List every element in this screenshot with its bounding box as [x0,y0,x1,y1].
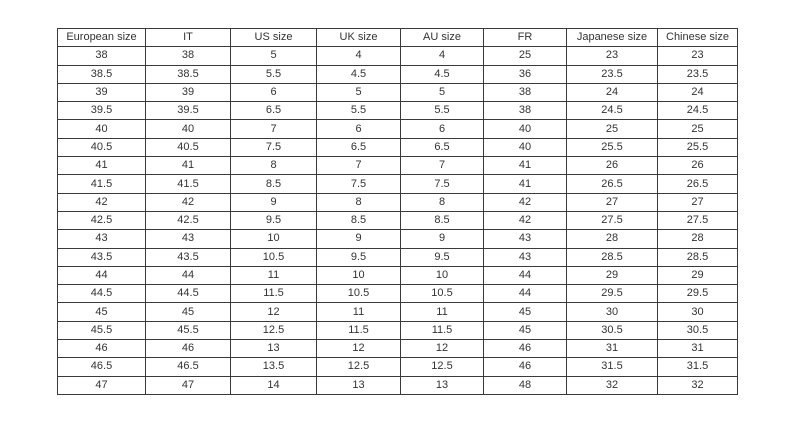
table-cell: 12.5 [317,358,401,376]
table-cell: 40 [484,138,567,156]
table-cell: 27.5 [567,211,658,229]
table-cell: 5 [231,47,317,65]
table-row [58,321,738,339]
table-cell: 40 [484,120,567,138]
table-cell: 12 [231,303,317,321]
table-cell: 5 [317,83,401,101]
table-cell: 42 [484,193,567,211]
table-cell: 5.5 [401,102,484,120]
table-cell: 6.5 [317,138,401,156]
table-cell: 41 [484,175,567,193]
table-cell: 38 [146,47,231,65]
table-cell: 6 [231,83,317,101]
table-row [58,120,738,138]
table-cell: 41 [484,157,567,175]
table-cell: 25.5 [567,138,658,156]
table-cell: 23 [567,47,658,65]
size-conversion-table [57,28,738,395]
table-cell: 43 [146,230,231,248]
table-cell: 40.5 [146,138,231,156]
column-header: IT [146,29,231,47]
table-cell: 46.5 [146,358,231,376]
table-cell: 42.5 [146,211,231,229]
table-cell: 4.5 [317,65,401,83]
column-header: FR [484,29,567,47]
table-cell: 27 [658,193,738,211]
table-cell: 13.5 [231,358,317,376]
table-cell: 10 [401,266,484,284]
column-header: Japanese size [567,29,658,47]
table-cell: 25 [658,120,738,138]
column-header: US size [231,29,317,47]
table-row [58,285,738,303]
table-row [58,248,738,266]
table-cell: 9 [317,230,401,248]
table-cell: 11 [401,303,484,321]
table-row [58,230,738,248]
table-cell: 44 [484,285,567,303]
table-cell: 44.5 [146,285,231,303]
table-cell: 10 [317,266,401,284]
table-cell: 10.5 [401,285,484,303]
table-cell: 46 [484,340,567,358]
table-cell: 41.5 [146,175,231,193]
table-cell: 31.5 [658,358,738,376]
table-cell: 10.5 [317,285,401,303]
table-cell: 7.5 [401,175,484,193]
table-cell: 6 [401,120,484,138]
table-cell: 8.5 [401,211,484,229]
table-cell: 11.5 [317,321,401,339]
table-cell: 41.5 [58,175,146,193]
table-cell: 41 [146,157,231,175]
table-cell: 29 [658,266,738,284]
table-cell: 11.5 [401,321,484,339]
table-cell: 6.5 [401,138,484,156]
table-cell: 46 [146,340,231,358]
table-cell: 25 [567,120,658,138]
table-cell: 24 [567,83,658,101]
table-cell: 28.5 [567,248,658,266]
table-cell: 46 [58,340,146,358]
table-cell: 45 [58,303,146,321]
table-cell: 11.5 [231,285,317,303]
table-cell: 8.5 [231,175,317,193]
table-cell: 44.5 [58,285,146,303]
header-row [58,29,738,47]
table-cell: 9 [231,193,317,211]
table-cell: 7.5 [231,138,317,156]
table-cell: 39 [146,83,231,101]
table-cell: 10 [231,230,317,248]
table-cell: 24.5 [658,102,738,120]
table-cell: 38.5 [146,65,231,83]
table-cell: 29.5 [658,285,738,303]
table-cell: 36 [484,65,567,83]
table-cell: 43 [484,248,567,266]
column-header: UK size [317,29,401,47]
table-cell: 32 [567,376,658,394]
table-row [58,65,738,83]
table-cell: 14 [231,376,317,394]
table-cell: 45 [484,303,567,321]
table-cell: 38 [58,47,146,65]
table-cell: 7 [401,157,484,175]
table-cell: 12.5 [401,358,484,376]
table-cell: 13 [231,340,317,358]
table-cell: 43 [484,230,567,248]
table-cell: 30.5 [567,321,658,339]
table-cell: 24.5 [567,102,658,120]
table-cell: 26.5 [567,175,658,193]
table-row [58,340,738,358]
table-cell: 6 [317,120,401,138]
table-cell: 43.5 [58,248,146,266]
table-cell: 12.5 [231,321,317,339]
table-cell: 8 [317,193,401,211]
table-cell: 25.5 [658,138,738,156]
table-cell: 29 [567,266,658,284]
table-cell: 47 [58,376,146,394]
table-row [58,102,738,120]
table-cell: 27.5 [658,211,738,229]
table-cell: 38 [484,83,567,101]
table-cell: 28.5 [658,248,738,266]
table-cell: 42.5 [58,211,146,229]
table-cell: 25 [484,47,567,65]
table-cell: 45 [146,303,231,321]
table-cell: 39.5 [146,102,231,120]
table-cell: 46 [484,358,567,376]
table-cell: 12 [317,340,401,358]
table-cell: 43.5 [146,248,231,266]
table-cell: 40 [58,120,146,138]
table-cell: 4.5 [401,65,484,83]
table-cell: 4 [401,47,484,65]
table-cell: 9.5 [401,248,484,266]
table-cell: 31 [567,340,658,358]
table-cell: 40 [146,120,231,138]
table-cell: 46.5 [58,358,146,376]
table-row [58,138,738,156]
table-cell: 28 [658,230,738,248]
table-cell: 10.5 [231,248,317,266]
table-cell: 44 [58,266,146,284]
table-cell: 42 [484,211,567,229]
table-cell: 11 [317,303,401,321]
table-row [58,175,738,193]
table-cell: 5 [401,83,484,101]
table-cell: 38 [484,102,567,120]
table-cell: 12 [401,340,484,358]
table-cell: 30.5 [658,321,738,339]
table-row [58,83,738,101]
table-cell: 7 [317,157,401,175]
table-cell: 31 [658,340,738,358]
table-cell: 39.5 [58,102,146,120]
table-cell: 26 [658,157,738,175]
column-header: AU size [401,29,484,47]
table-cell: 11 [231,266,317,284]
table-row [58,211,738,229]
table-cell: 8 [401,193,484,211]
table-cell: 9 [401,230,484,248]
table-cell: 45 [484,321,567,339]
table-body [58,47,738,395]
table-cell: 24 [658,83,738,101]
table-cell: 30 [567,303,658,321]
column-header: European size [58,29,146,47]
table-cell: 48 [484,376,567,394]
table-cell: 5.5 [317,102,401,120]
table-row [58,303,738,321]
table-cell: 43 [58,230,146,248]
table-cell: 44 [484,266,567,284]
column-header: Chinese size [658,29,738,47]
table-row [58,358,738,376]
table-cell: 30 [658,303,738,321]
table-cell: 23.5 [658,65,738,83]
table-cell: 47 [146,376,231,394]
table-cell: 6.5 [231,102,317,120]
table-cell: 42 [58,193,146,211]
table-cell: 13 [317,376,401,394]
table-row [58,376,738,394]
table-cell: 29.5 [567,285,658,303]
table-row [58,193,738,211]
table-cell: 9.5 [231,211,317,229]
table-cell: 41 [58,157,146,175]
table-cell: 45.5 [58,321,146,339]
table-cell: 27 [567,193,658,211]
table-cell: 45.5 [146,321,231,339]
table-cell: 32 [658,376,738,394]
table-cell: 23.5 [567,65,658,83]
table-cell: 9.5 [317,248,401,266]
table-cell: 8.5 [317,211,401,229]
table-cell: 4 [317,47,401,65]
table-row [58,157,738,175]
table-cell: 5.5 [231,65,317,83]
table-cell: 40.5 [58,138,146,156]
table-cell: 44 [146,266,231,284]
table-row [58,47,738,65]
table-cell: 13 [401,376,484,394]
table-cell: 26 [567,157,658,175]
table-cell: 26.5 [658,175,738,193]
table-cell: 8 [231,157,317,175]
table-row [58,266,738,284]
table-cell: 31.5 [567,358,658,376]
table-cell: 7 [231,120,317,138]
table-cell: 28 [567,230,658,248]
table-cell: 39 [58,83,146,101]
table-cell: 7.5 [317,175,401,193]
table-cell: 42 [146,193,231,211]
table-cell: 23 [658,47,738,65]
table-cell: 38.5 [58,65,146,83]
